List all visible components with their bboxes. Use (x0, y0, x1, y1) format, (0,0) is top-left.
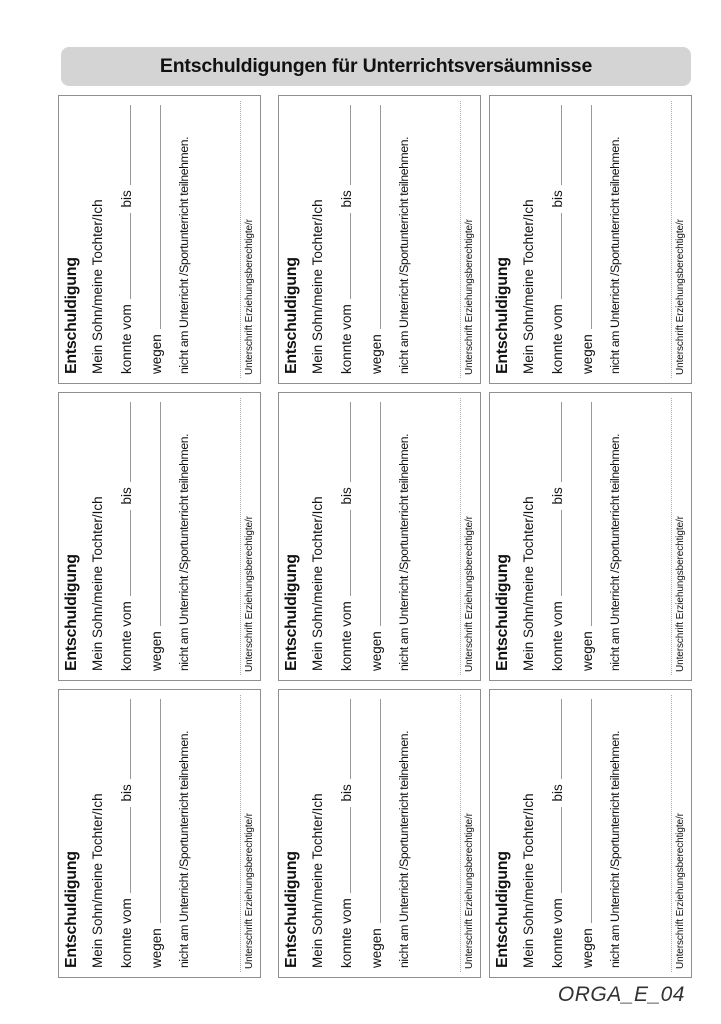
date-from-label: konnte vom (119, 304, 134, 374)
signature-dotted-line (460, 101, 461, 378)
date-from-label: konnte vom (550, 304, 565, 374)
blank-date-to (129, 105, 131, 185)
blank-date-from (560, 510, 562, 597)
slip-closing-line (397, 105, 411, 374)
reason-label: wegen (580, 631, 595, 671)
slip-dates-line (119, 402, 134, 671)
date-from-label: konnte vom (339, 304, 354, 374)
excuse-slip (278, 689, 481, 978)
slip-dates-line (550, 699, 565, 968)
date-to-label: bis (339, 190, 354, 208)
signature-label: Unterschrift Erziehungsberechtigte/r (244, 813, 255, 969)
slip-closing-line (177, 105, 191, 374)
blank-date-from (560, 807, 562, 894)
date-to-label: bis (119, 190, 134, 208)
signature-dotted-line (460, 695, 461, 972)
blank-reason (379, 105, 381, 329)
blank-date-from (129, 213, 131, 300)
slip-subject-line (521, 699, 536, 968)
slip-dates-line (550, 105, 565, 374)
signature-label: Unterschrift Erziehungsberechtigte/r (464, 219, 475, 375)
slip-closing-line (397, 699, 411, 968)
blank-reason (379, 402, 381, 626)
slip-subject-line (310, 105, 325, 374)
excuse-slip-content (279, 393, 480, 680)
blank-reason (590, 402, 592, 626)
slip-subject-text: Mein Sohn/meine Tochter/Ich (521, 496, 536, 671)
slip-subject-text: Mein Sohn/meine Tochter/Ich (521, 199, 536, 374)
signature-dotted-line (460, 398, 461, 675)
slip-subject-text: Mein Sohn/meine Tochter/Ich (310, 793, 325, 968)
reason-label: wegen (580, 334, 595, 374)
date-from-label: konnte vom (119, 898, 134, 968)
signature-dotted-line (240, 695, 241, 972)
signature-label: Unterschrift Erziehungsberechtigte/r (464, 516, 475, 672)
slip-closing-line (177, 699, 191, 968)
date-to-label: bis (119, 487, 134, 505)
slip-subject-text: Mein Sohn/meine Tochter/Ich (90, 793, 105, 968)
signature-dotted-line (240, 101, 241, 378)
slip-closing-text: nicht am Unterricht /Sportunterricht teilnehmen. (608, 136, 622, 374)
date-to-label: bis (550, 487, 565, 505)
signature-dotted-line (671, 101, 672, 378)
excuse-slip (58, 392, 261, 681)
signature-label: Unterschrift Erziehungsberechtigte/r (675, 219, 686, 375)
blank-date-from (560, 213, 562, 300)
date-from-label: konnte vom (339, 601, 354, 671)
slip-subject-text: Mein Sohn/meine Tochter/Ich (90, 496, 105, 671)
excuse-slip-content (490, 690, 691, 977)
slip-closing-text: nicht am Unterricht /Sportunterricht teilnehmen. (397, 730, 411, 968)
excuse-slip-content (490, 96, 691, 383)
slip-dates-line (119, 105, 134, 374)
blank-date-to (349, 105, 351, 185)
excuse-slip (58, 95, 261, 384)
signature-label: Unterschrift Erziehungsberechtigte/r (675, 516, 686, 672)
reason-label: wegen (149, 334, 164, 374)
slip-reason-line (149, 402, 164, 671)
excuse-slip-content (59, 96, 260, 383)
signature-label: Unterschrift Erziehungsberechtigte/r (244, 516, 255, 672)
excuse-slip (278, 95, 481, 384)
slip-closing-line (397, 402, 411, 671)
signature-label: Unterschrift Erziehungsberechtigte/r (675, 813, 686, 969)
slip-subject-line (521, 402, 536, 671)
slip-reason-line (580, 402, 595, 671)
blank-reason (159, 699, 161, 923)
signature-label: Unterschrift Erziehungsberechtigte/r (464, 813, 475, 969)
slip-subject-text: Mein Sohn/meine Tochter/Ich (90, 199, 105, 374)
date-from-label: konnte vom (339, 898, 354, 968)
slip-reason-line (369, 699, 384, 968)
blank-date-from (349, 213, 351, 300)
date-to-label: bis (550, 190, 565, 208)
date-to-label: bis (550, 784, 565, 802)
excuse-slip-content (279, 690, 480, 977)
slip-title: Entschuldigung (494, 851, 511, 968)
blank-date-to (349, 402, 351, 482)
excuse-slip (58, 689, 261, 978)
blank-date-from (129, 807, 131, 894)
slip-closing-line (608, 105, 622, 374)
slip-closing-text: nicht am Unterricht /Sportunterricht teilnehmen. (397, 433, 411, 671)
blank-date-from (349, 807, 351, 894)
slip-closing-text: nicht am Unterricht /Sportunterricht teilnehmen. (177, 730, 191, 968)
slip-title: Entschuldigung (494, 554, 511, 671)
blank-reason (159, 402, 161, 626)
slip-closing-text: nicht am Unterricht /Sportunterricht teilnehmen. (177, 136, 191, 374)
blank-reason (159, 105, 161, 329)
slip-dates-line (550, 402, 565, 671)
excuse-slip (489, 95, 692, 384)
blank-reason (379, 699, 381, 923)
slip-subject-line (90, 699, 105, 968)
excuse-slip-content (279, 96, 480, 383)
date-to-label: bis (339, 487, 354, 505)
signature-dotted-line (671, 398, 672, 675)
date-to-label: bis (119, 784, 134, 802)
footer-code: ORGA_E_04 (557, 983, 685, 1006)
blank-reason (590, 699, 592, 923)
slip-dates-line (119, 699, 134, 968)
blank-date-to (560, 105, 562, 185)
slip-subject-line (521, 105, 536, 374)
date-to-label: bis (339, 784, 354, 802)
slip-title: Entschuldigung (283, 554, 300, 671)
excuse-slip-content (59, 393, 260, 680)
slip-title: Entschuldigung (63, 257, 80, 374)
blank-date-to (560, 699, 562, 779)
reason-label: wegen (149, 631, 164, 671)
slip-title: Entschuldigung (63, 851, 80, 968)
slip-reason-line (149, 105, 164, 374)
blank-date-from (129, 510, 131, 597)
slip-closing-line (177, 402, 191, 671)
blank-reason (590, 105, 592, 329)
slip-title: Entschuldigung (283, 257, 300, 374)
slip-reason-line (580, 105, 595, 374)
excuse-slip (489, 689, 692, 978)
excuse-slip-content (59, 690, 260, 977)
slip-dates-line (339, 699, 354, 968)
slip-reason-line (149, 699, 164, 968)
excuse-slip (278, 392, 481, 681)
blank-date-to (560, 402, 562, 482)
slip-reason-line (369, 105, 384, 374)
slip-title: Entschuldigung (283, 851, 300, 968)
slip-subject-text: Mein Sohn/meine Tochter/Ich (521, 793, 536, 968)
slip-closing-text: nicht am Unterricht /Sportunterricht teilnehmen. (608, 433, 622, 671)
page-title: Entschuldigungen für Unterrichtsversäumnisse (159, 55, 593, 77)
blank-date-to (349, 699, 351, 779)
slip-reason-line (580, 699, 595, 968)
slip-subject-text: Mein Sohn/meine Tochter/Ich (310, 199, 325, 374)
slip-title: Entschuldigung (494, 257, 511, 374)
date-from-label: konnte vom (550, 601, 565, 671)
signature-dotted-line (240, 398, 241, 675)
excuse-slip-content (490, 393, 691, 680)
blank-date-from (349, 510, 351, 597)
slip-dates-line (339, 105, 354, 374)
reason-label: wegen (149, 928, 164, 968)
slip-dates-line (339, 402, 354, 671)
slip-reason-line (369, 402, 384, 671)
signature-dotted-line (671, 695, 672, 972)
date-from-label: konnte vom (119, 601, 134, 671)
blank-date-to (129, 402, 131, 482)
blank-date-to (129, 699, 131, 779)
reason-label: wegen (369, 334, 384, 374)
slip-subject-line (90, 105, 105, 374)
slip-closing-text: nicht am Unterricht /Sportunterricht teilnehmen. (608, 730, 622, 968)
slip-subject-line (310, 402, 325, 671)
slip-closing-text: nicht am Unterricht /Sportunterricht teilnehmen. (397, 136, 411, 374)
slip-closing-line (608, 699, 622, 968)
reason-label: wegen (580, 928, 595, 968)
signature-label: Unterschrift Erziehungsberechtigte/r (244, 219, 255, 375)
excuse-slip (489, 392, 692, 681)
slip-subject-line (310, 699, 325, 968)
date-from-label: konnte vom (550, 898, 565, 968)
slip-title: Entschuldigung (63, 554, 80, 671)
slip-closing-line (608, 402, 622, 671)
reason-label: wegen (369, 928, 384, 968)
slip-closing-text: nicht am Unterricht /Sportunterricht teilnehmen. (177, 433, 191, 671)
reason-label: wegen (369, 631, 384, 671)
slip-subject-text: Mein Sohn/meine Tochter/Ich (310, 496, 325, 671)
slip-subject-line (90, 402, 105, 671)
